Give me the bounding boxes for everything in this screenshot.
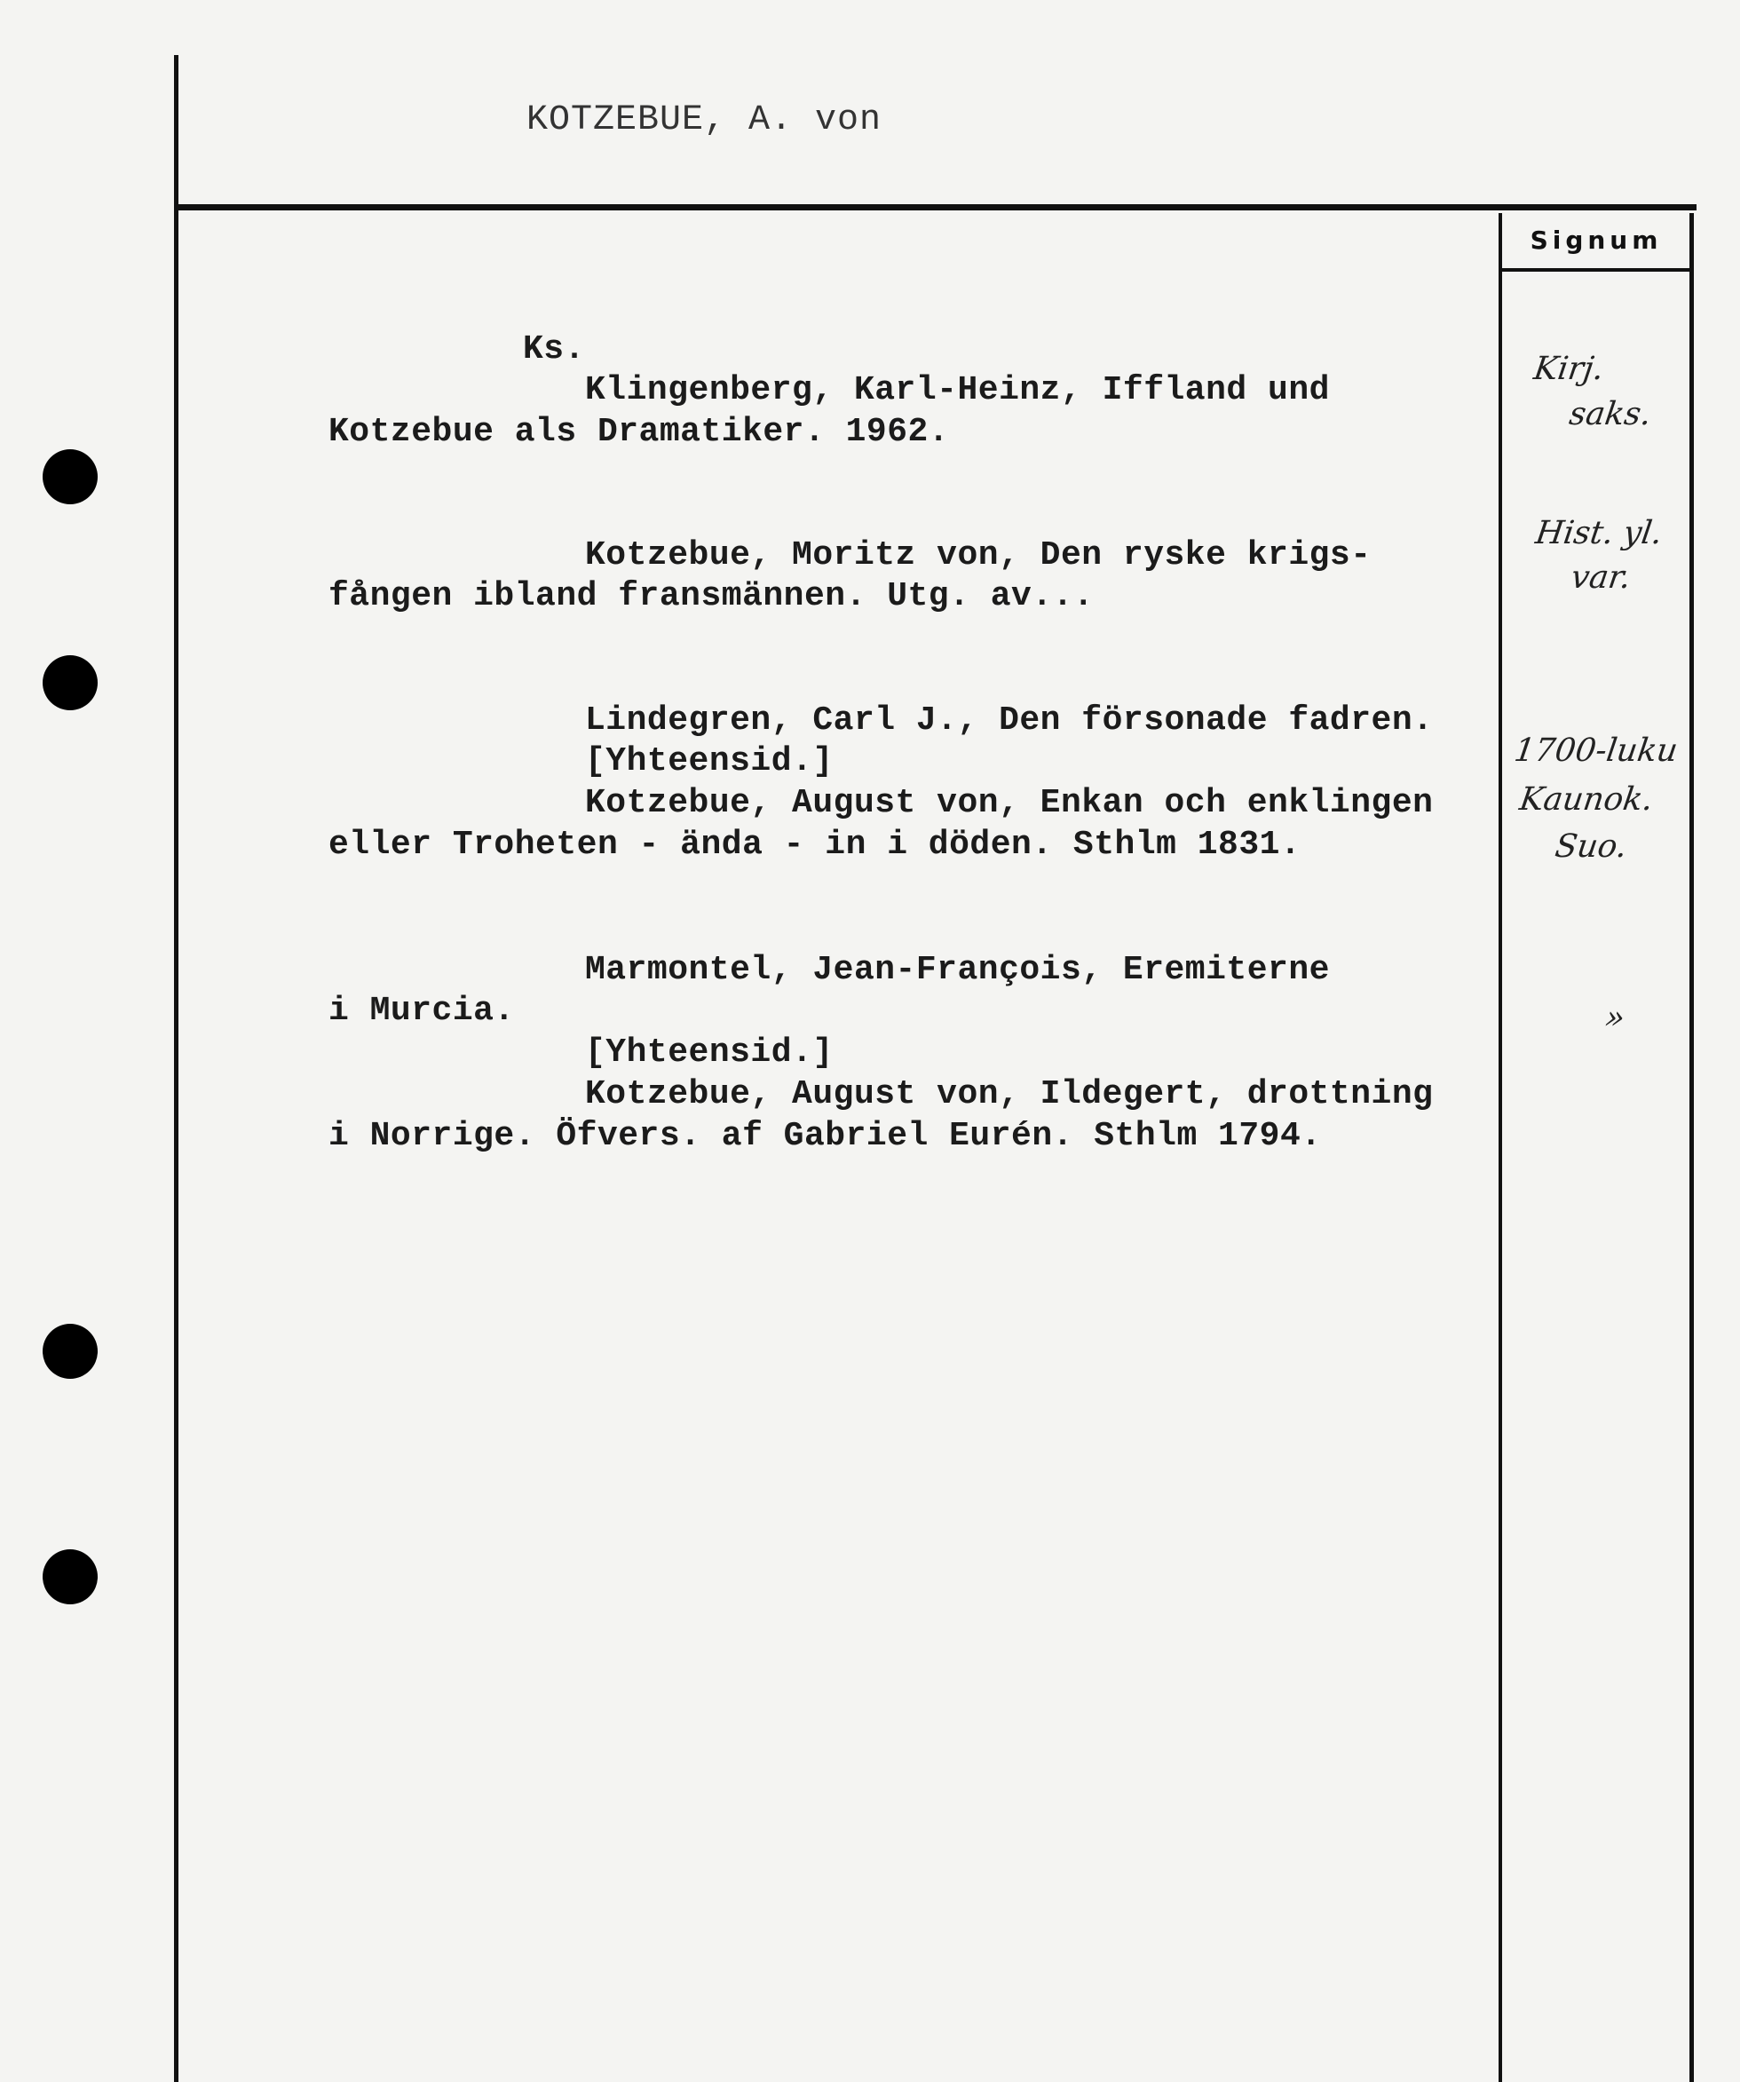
signum-note-line: var. (1569, 559, 1633, 596)
signum-note-line: » (1602, 1000, 1627, 1036)
signum-note-line: Kirj. (1531, 351, 1607, 387)
entry-line: eller Troheten - ända - in i döden. Sthlm 1831. (328, 826, 1301, 864)
entry-line: fången ibland fransmännen. Utg. av... (328, 577, 1095, 615)
entry-line: Kotzebue als Dramatiker. 1962. (328, 413, 950, 451)
entry-line: Marmontel, Jean-François, Eremiterne (585, 951, 1330, 989)
entry-line: [Yhteensid.] (585, 742, 834, 780)
card-heading: KOTZEBUE, A. von (526, 100, 882, 140)
punch-hole (43, 655, 98, 710)
signum-note-line: Kaunok. (1517, 781, 1656, 818)
signum-note-line: Hist. yl. (1533, 515, 1665, 551)
entry-line: Ks. (523, 330, 585, 368)
entry-line: Kotzebue, August von, Enkan och enklingen (585, 784, 1434, 822)
entry-line: i Murcia. (328, 992, 515, 1030)
signum-label: Signum (1530, 226, 1663, 255)
signum-note-line: 1700-luku (1512, 732, 1681, 769)
signum-note-line: Suo. (1553, 828, 1630, 865)
entry-line: [Yhteensid.] (585, 1033, 834, 1072)
signum-note-line: saks. (1567, 396, 1654, 432)
signum-header-rule (1500, 268, 1692, 272)
signum-column-right-rule (1689, 213, 1694, 2082)
punch-hole (43, 1324, 98, 1379)
entry-line: i Norrige. Öfvers. af Gabriel Eurén. Sthlm 1794. (328, 1117, 1322, 1155)
entry-line: Kotzebue, Moritz von, Den ryske krigs- (585, 536, 1372, 574)
entry-line: Klingenberg, Karl-Heinz, Iffland und (585, 371, 1330, 409)
entry-line: Kotzebue, August von, Ildegert, drottning (585, 1075, 1434, 1113)
left-margin-rule (174, 55, 178, 2082)
entry-line: Lindegren, Carl J., Den försonade fadren. (585, 701, 1434, 740)
punch-hole (43, 449, 98, 504)
signum-column-left-rule (1499, 213, 1502, 2082)
header-rule (177, 204, 1697, 210)
punch-hole (43, 1549, 98, 1604)
